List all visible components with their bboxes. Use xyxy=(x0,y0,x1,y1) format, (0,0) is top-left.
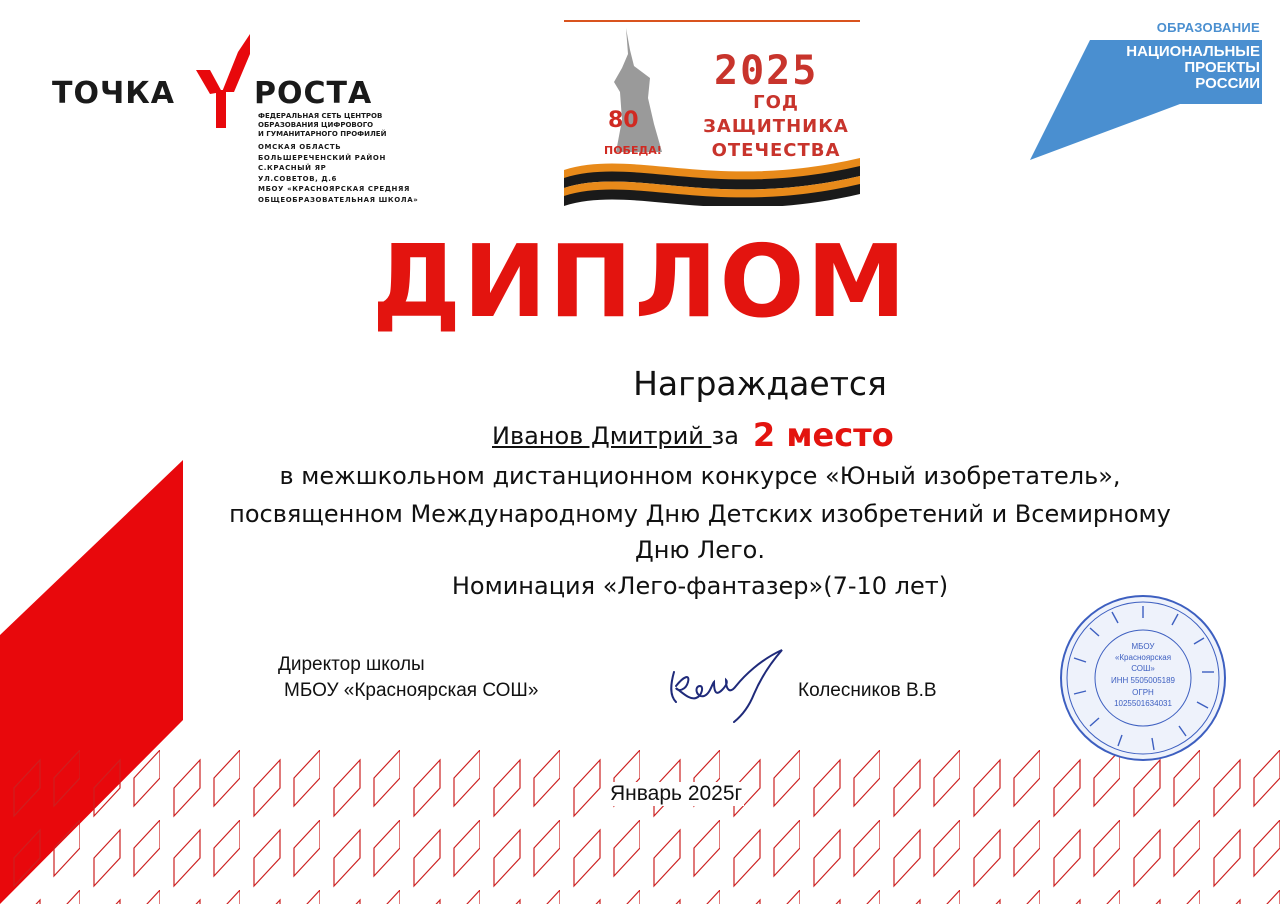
description-line: в межшкольном дистанционном конкурсе «Юный изобретатель», xyxy=(279,462,1121,490)
year-of-defender-banner xyxy=(564,20,860,206)
for-word: за xyxy=(711,422,739,450)
stamp-line: СОШ» xyxy=(1131,664,1155,673)
address-line: БОЛЬШЕРЕЧЕНСКИЙ РАЙОН xyxy=(258,153,386,162)
national-projects-logo xyxy=(1030,0,1270,170)
stamp-line: ОГРН xyxy=(1132,688,1154,697)
signer-name: Колесников В.В xyxy=(798,680,937,701)
logo-word-right: РОСТА xyxy=(254,76,373,111)
banner-line-1: ГОД xyxy=(753,92,799,113)
victory-80-number: 80 xyxy=(608,108,639,133)
banner-line-3: ОТЕЧЕСТВА xyxy=(711,140,841,161)
school-stamp xyxy=(1058,592,1228,764)
np-line: РОССИИ xyxy=(1195,75,1260,92)
signature-image xyxy=(664,646,788,726)
issue-date: Январь 2025г xyxy=(610,782,743,805)
stamp-line: МБОУ xyxy=(1131,642,1155,651)
banner-year: 2025 xyxy=(714,48,819,94)
banner-line-2: ЗАЩИТНИКА xyxy=(703,116,849,137)
decorative-pattern xyxy=(0,750,1280,904)
awarded-heading: Награждается xyxy=(633,364,887,403)
address-line: С.КРАСНЫЙ ЯР xyxy=(258,164,327,172)
address-line: ОМСКАЯ ОБЛАСТЬ xyxy=(258,143,342,151)
logo-subtitle-line: И ГУМАНИТАРНОГО ПРОФИЛЕЙ xyxy=(258,130,387,138)
logo-subtitle-line: ФЕДЕРАЛЬНАЯ СЕТЬ ЦЕНТРОВ xyxy=(258,112,383,120)
school-address xyxy=(258,142,428,205)
logo-subtitle xyxy=(258,112,408,139)
np-top-text: ОБРАЗОВАНИЕ xyxy=(1156,20,1260,35)
school-name: МБОУ «Красноярская СОШ» xyxy=(284,680,539,701)
address-line: МБОУ «КРАСНОЯРСКАЯ СРЕДНЯЯ xyxy=(258,185,410,193)
stamp-line: ИНН 5505005189 xyxy=(1110,676,1176,685)
logo-word-left: ТОЧКА xyxy=(52,76,175,111)
address-line: ОБЩЕОБРАЗОВАТЕЛЬНАЯ ШКОЛА» xyxy=(258,195,419,204)
winner-name: Иванов Дмитрий xyxy=(492,422,712,450)
np-line: ПРОЕКТЫ xyxy=(1184,59,1260,76)
logo-mark-icon xyxy=(192,30,256,130)
nomination-line: Номинация «Лего-фантазер»(7-10 лет) xyxy=(451,572,949,600)
description-line: Дню Лего. xyxy=(634,536,765,564)
stamp-line: 1025501634031 xyxy=(1114,699,1172,708)
diploma-title: ДИПЛОМ xyxy=(371,223,909,340)
victory-badge-text: ПОБЕДА! xyxy=(604,144,662,157)
description-line: посвященном Международному Дню Детских изобретений и Всемирному xyxy=(229,500,1171,528)
tochka-rosta-logo xyxy=(52,30,419,210)
stamp-line: «Красноярская xyxy=(1114,653,1172,662)
director-role: Директор школы xyxy=(278,654,425,675)
place-award: 2 место xyxy=(752,416,894,454)
logo-subtitle-line: ОБРАЗОВАНИЯ ЦИФРОВОГО xyxy=(258,121,374,129)
winner-row xyxy=(492,414,894,452)
np-main-text xyxy=(1126,44,1260,92)
address-line: УЛ.СОВЕТОВ, Д.6 xyxy=(258,174,337,183)
np-line: НАЦИОНАЛЬНЫЕ xyxy=(1126,43,1260,60)
